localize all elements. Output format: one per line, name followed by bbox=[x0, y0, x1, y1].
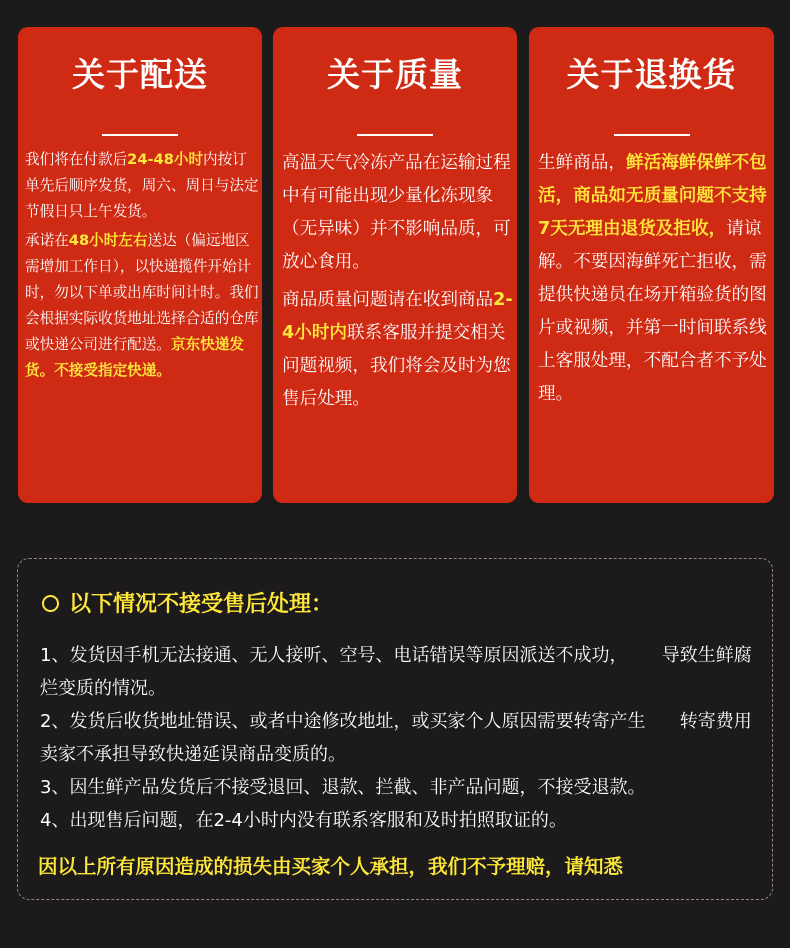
card-paragraph bbox=[25, 228, 260, 384]
card-title: 关于配送 bbox=[72, 55, 208, 94]
body-text: 商品质量问题请在收到商品 bbox=[282, 290, 494, 310]
body-text: 承诺在 bbox=[25, 232, 69, 249]
notice-heading bbox=[42, 587, 333, 618]
notice-heading-text: 以下情况不接受售后处理： bbox=[69, 592, 334, 617]
highlighted-text: 24-48小时 bbox=[127, 151, 204, 168]
list-item: 2、发货后收货地址错误、或者中途修改地址，或买家个人原因需要转寄产生 转寄费用卖家不承担导致快递延误商品变质的。 bbox=[40, 711, 752, 765]
card-body bbox=[25, 147, 260, 384]
highlighted-text: 鲜活海鲜保鲜不包活，商品如无质量问题不支持7天无理由退货及拒收， bbox=[538, 153, 767, 239]
delivery-card bbox=[18, 27, 262, 503]
body-text: 我们将在付款后 bbox=[25, 151, 128, 168]
highlighted-text: 京东快递发货。不接受指定快递。 bbox=[25, 336, 244, 379]
after-sale-notice bbox=[17, 558, 773, 900]
card-paragraph bbox=[282, 147, 513, 279]
body-text: 联系客服并提交相关问题视频，我们将会及时为您售后处理。 bbox=[282, 323, 511, 409]
notice-footer: 因以上所有原因造成的损失由买家个人承担，我们不予理赔，请知悉 bbox=[38, 855, 624, 878]
card-title: 关于质量 bbox=[327, 55, 463, 94]
highlighted-text: 48小时左右 bbox=[68, 232, 148, 249]
body-text: 高温天气冷冻产品在运输过程中有可能出现少量化冻现象（无异味）并不影响品质，可放心食用。 bbox=[282, 153, 511, 272]
title-divider bbox=[614, 134, 690, 136]
body-text: 内按订单先后顺序发货，周六、周日与法定节假日只上午发货。 bbox=[25, 151, 259, 220]
card-paragraph bbox=[25, 147, 260, 225]
highlighted-text: 2-4小时内 bbox=[282, 290, 513, 343]
body-text: 生鲜商品， bbox=[538, 153, 626, 173]
notice-list bbox=[40, 639, 762, 837]
card-body bbox=[538, 147, 770, 411]
title-divider bbox=[102, 134, 178, 136]
title-divider bbox=[357, 134, 433, 136]
card-paragraph bbox=[538, 147, 770, 411]
circle-icon bbox=[42, 595, 59, 612]
card-title: 关于退换货 bbox=[566, 55, 737, 94]
card-paragraph bbox=[282, 284, 513, 416]
returns-card bbox=[529, 27, 774, 503]
body-text: 送达（偏远地区需增加工作日），以快递揽件开始计时，勿以下单或出库时间计时。我们会根据实际收货地址选择合适的仓库或快递公司进行配送。 bbox=[25, 232, 259, 353]
quality-card bbox=[273, 27, 517, 503]
list-item: 4、出现售后问题，在2-4小时内没有联系客服和及时拍照取证的。 bbox=[40, 810, 567, 831]
card-body bbox=[282, 147, 513, 416]
list-item: 3、因生鲜产品发货后不接受退回、退款、拦截、非产品问题，不接受退款。 bbox=[40, 777, 646, 798]
body-text: 请谅解。不要因海鲜死亡拒收，需提供快递员在场开箱验货的图片或视频，并第一时间联系线上客服处理，不配合者不予处理。 bbox=[538, 219, 767, 404]
list-item: 1、发货因手机无法接通、无人接听、空号、电话错误等原因派送不成功， 导致生鲜腐烂变质的情况。 bbox=[40, 645, 752, 699]
